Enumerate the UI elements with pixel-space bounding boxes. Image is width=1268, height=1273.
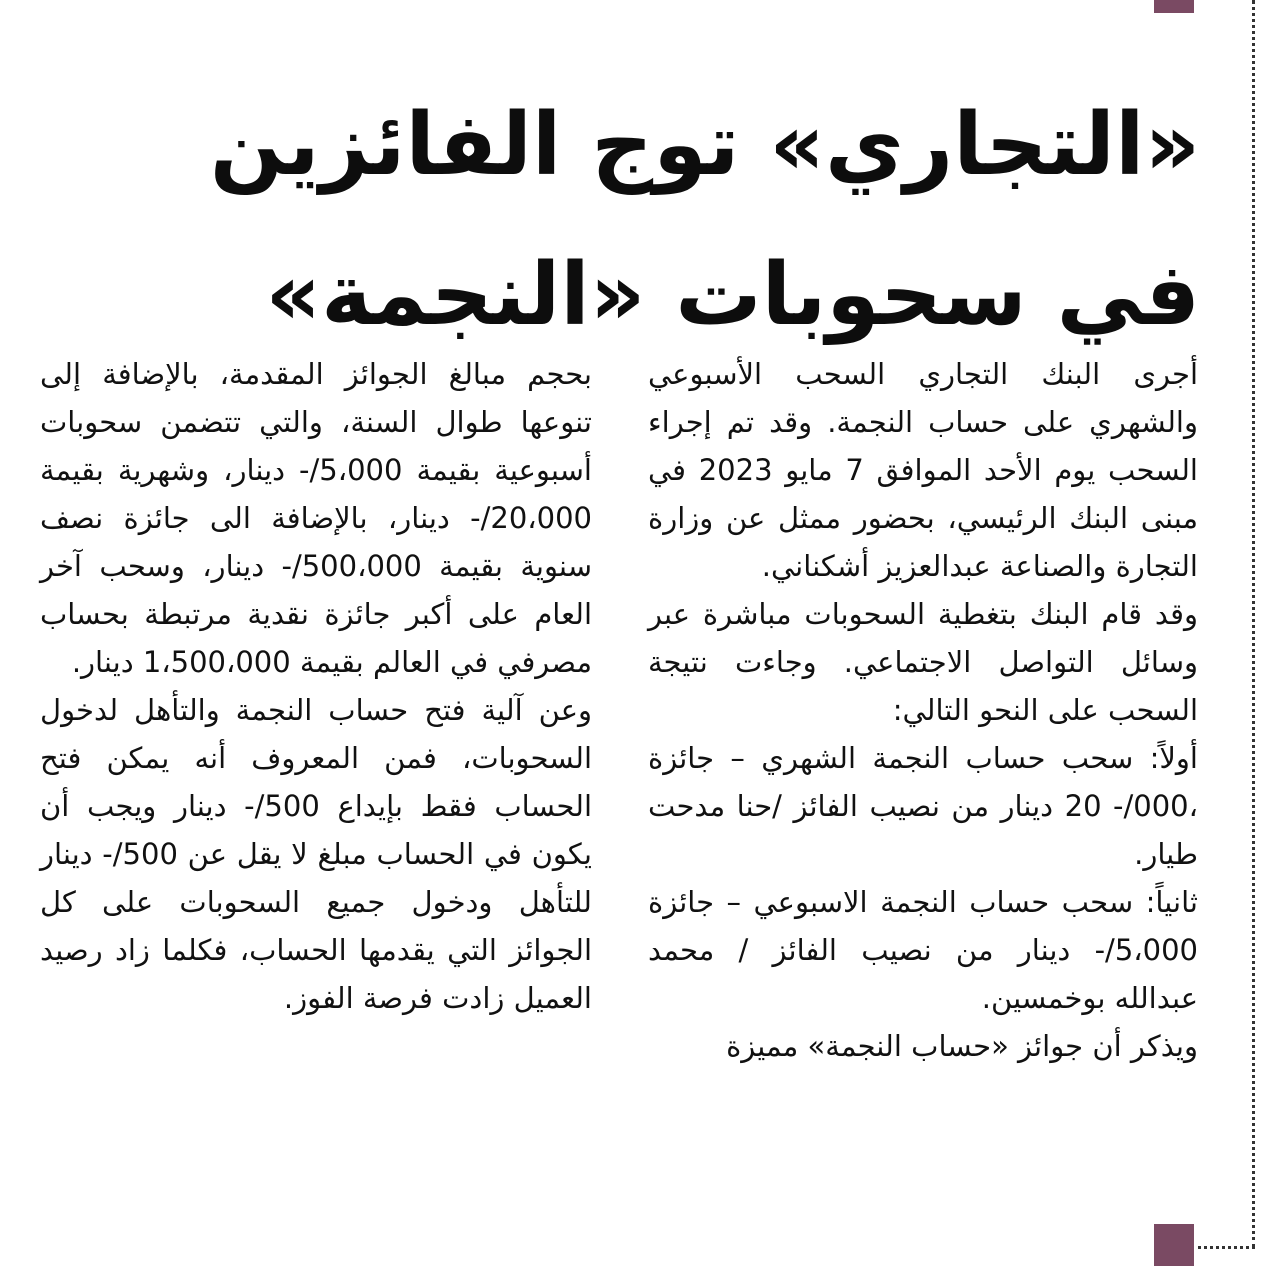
paragraph-prizes-intro: ويذكر أن جوائز «حساب النجمة» مميزة bbox=[726, 1029, 1198, 1063]
paragraph-prize-amounts: بحجم مبالغ الجوائز المقدمة، بالإضافة إلى تنوعها طوال السنة، والتي تتضمن سحوبات أسبوعية بقيمة 5،000/- دينار، وشهرية بقيمة 20،000/- دينار، بالإضافة الى جائزة نصف سنوية بقيمة 500،000/- دينار، وسحب آخر العام على أكبر جائزة نقدية مرتبطة بحساب مصرفي في العالم بقيمة 1،500،000 دينار. bbox=[40, 357, 592, 679]
article-headline bbox=[209, 70, 1200, 370]
article-column-left bbox=[40, 350, 592, 1022]
headline-line-1: «التجاري» توج الفائزين bbox=[209, 95, 1200, 195]
paragraph-weekly-winner: ثانياً: سحب حساب النجمة الاسبوعي – جائزة 5،000/- دينار من نصيب الفائز / محمد عبدالله بوخمسين. bbox=[648, 885, 1198, 1015]
top-accent-square bbox=[1154, 0, 1194, 13]
paragraph-account-opening: وعن آلية فتح حساب النجمة والتأهل لدخول السحوبات، فمن المعروف أنه يمكن فتح الحساب فقط بإيداع 500/- دينار ويجب أن يكون في الحساب مبلغ لا يقل عن 500/- دينار للتأهل ودخول جميع السحوبات على كل الجوائز التي يقدمها الحساب، فكلما زاد رصيد العميل زادت فرصة الفوز. bbox=[40, 693, 592, 1015]
paragraph-monthly-winner: أولاً: سحب حساب النجمة الشهري – جائزة ،000/- 20 دينار من نصيب الفائز /حنا مدحت طيار. bbox=[648, 741, 1199, 871]
headline-line-2: في سحوبات «النجمة» bbox=[265, 245, 1200, 345]
paragraph-coverage: وقد قام البنك بتغطية السحوبات مباشرة عبر وسائل التواصل الاجتماعي. وجاءت نتيجة السحب على النحو التالي: bbox=[648, 597, 1198, 727]
paragraph-intro: أجرى البنك التجاري السحب الأسبوعي والشهري على حساب النجمة. وقد تم إجراء السحب يوم الأحد الموافق 7 مايو 2023 في مبنى البنك الرئيسي، بحضور ممثل عن وزارة التجارة والصناعة عبدالعزيز أشكناني. bbox=[648, 357, 1198, 583]
article-column-right bbox=[648, 350, 1198, 1070]
bottom-accent-square bbox=[1154, 1224, 1194, 1266]
dotted-border-vertical bbox=[1252, 0, 1255, 1248]
dotted-border-horizontal bbox=[1198, 1246, 1255, 1249]
